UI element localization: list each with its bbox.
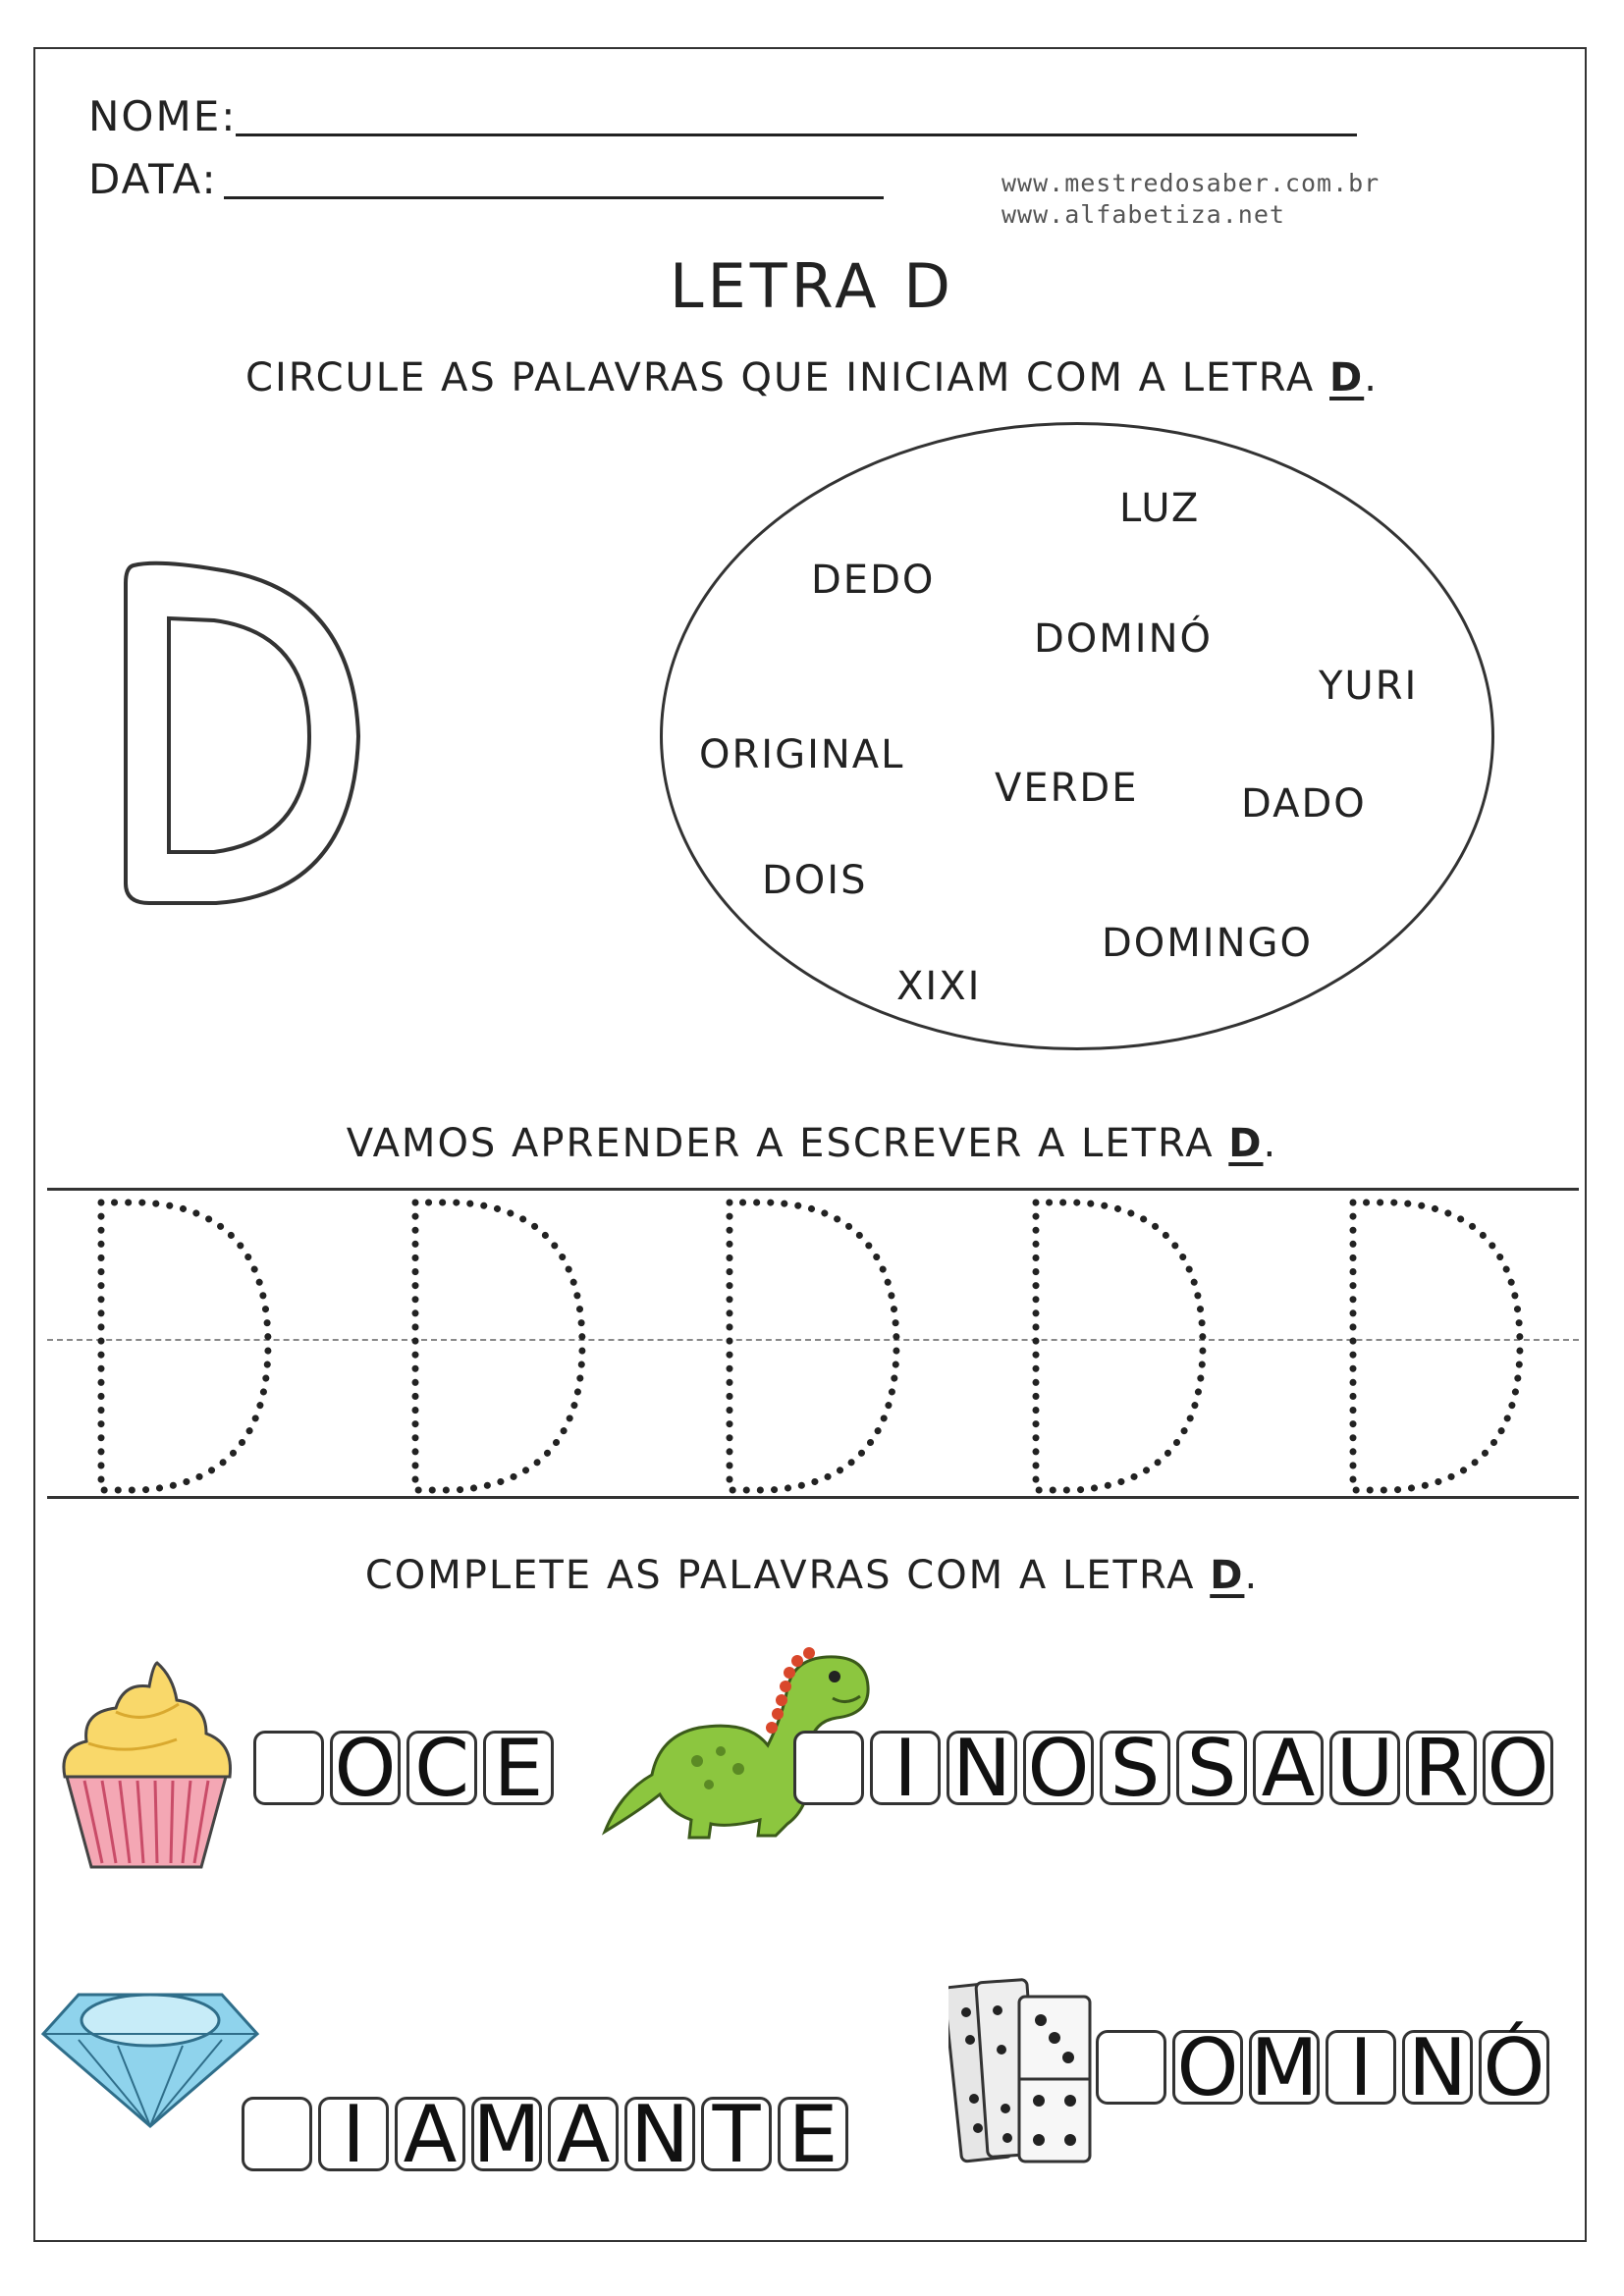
letter-box: I xyxy=(870,1731,941,1805)
letter-box: N xyxy=(947,1731,1017,1805)
letter-box: A xyxy=(395,2097,465,2171)
diamond-icon xyxy=(39,1981,261,2130)
site-link-2: www.alfabetiza.net xyxy=(1001,200,1285,229)
word-luz[interactable]: LUZ xyxy=(1119,486,1201,531)
letter-box: M xyxy=(1250,2021,1319,2113)
trace-letter-d-5[interactable] xyxy=(1353,1202,1520,1490)
trace-letter-d-2[interactable] xyxy=(415,1202,582,1490)
blank-letter-box[interactable] xyxy=(1096,2030,1166,2105)
letter-box: I xyxy=(318,2097,389,2171)
cupcake-icon xyxy=(59,1661,238,1871)
trace-letter-d-4[interactable] xyxy=(1036,1202,1203,1490)
letter-box: I xyxy=(1326,2030,1396,2105)
blank-letter-box[interactable] xyxy=(793,1731,864,1805)
date-input-line[interactable] xyxy=(224,196,884,199)
blank-letter-box[interactable] xyxy=(253,1731,324,1805)
letter-box: S xyxy=(1176,1731,1247,1805)
instruction-circle: CIRCULE AS PALAVRAS QUE INICIAM COM A LETRA D. xyxy=(245,355,1379,400)
word-domino xyxy=(1096,2021,1549,2113)
letter-box: O xyxy=(330,1731,401,1805)
instruction-write: VAMOS APRENDER A ESCREVER A LETRA D. xyxy=(346,1121,1278,1166)
date-label: DATA: xyxy=(88,155,218,203)
word-domino[interactable]: DOMINÓ xyxy=(1034,616,1213,662)
letter-box: A xyxy=(548,2097,619,2171)
letter-box: R xyxy=(1406,1731,1477,1805)
word-verde[interactable]: VERDE xyxy=(995,766,1139,811)
tracing-area[interactable] xyxy=(47,1188,1579,1496)
blank-letter-box[interactable] xyxy=(242,2097,312,2171)
letter-box: M xyxy=(472,2088,541,2180)
letter-box: C xyxy=(406,1731,477,1805)
instruction-complete: COMPLETE AS PALAVRAS COM A LETRA D. xyxy=(364,1553,1260,1598)
word-dedo[interactable]: DEDO xyxy=(811,558,936,603)
letter-box: N xyxy=(624,2097,695,2171)
name-input-line[interactable] xyxy=(236,133,1357,136)
word-diamante xyxy=(242,2088,848,2180)
name-label: NOME: xyxy=(88,92,238,140)
letter-box: O xyxy=(1172,2030,1243,2105)
trace-letter-d-1[interactable] xyxy=(101,1202,268,1490)
domino-icon xyxy=(948,1971,1096,2165)
letter-box: Ó xyxy=(1479,2030,1549,2105)
word-dinossauro xyxy=(793,1722,1553,1814)
trace-letter-d-3[interactable] xyxy=(730,1202,896,1490)
letter-box: N xyxy=(1402,2030,1473,2105)
word-dois[interactable]: DOIS xyxy=(762,858,868,903)
letter-box: S xyxy=(1100,1731,1170,1805)
letter-box: O xyxy=(1023,1731,1094,1805)
word-original[interactable]: ORIGINAL xyxy=(699,732,905,777)
word-domingo[interactable]: DOMINGO xyxy=(1102,921,1313,966)
page-title: LETRA D xyxy=(669,250,955,322)
writing-base-line xyxy=(47,1496,1579,1499)
word-dado[interactable]: DADO xyxy=(1241,781,1367,827)
letter-box: T xyxy=(701,2097,772,2171)
letter-box: A xyxy=(1253,1731,1324,1805)
letter-box: U xyxy=(1329,1731,1400,1805)
word-xixi[interactable]: XIXI xyxy=(896,964,982,1009)
site-link-1: www.mestredosaber.com.br xyxy=(1001,169,1380,197)
word-yuri[interactable]: YURI xyxy=(1319,664,1419,709)
letter-box: E xyxy=(778,2097,848,2171)
letter-box: O xyxy=(1483,1731,1553,1805)
big-letter-d-outline xyxy=(108,550,383,923)
word-doce xyxy=(253,1722,554,1814)
letter-box: E xyxy=(483,1731,554,1805)
